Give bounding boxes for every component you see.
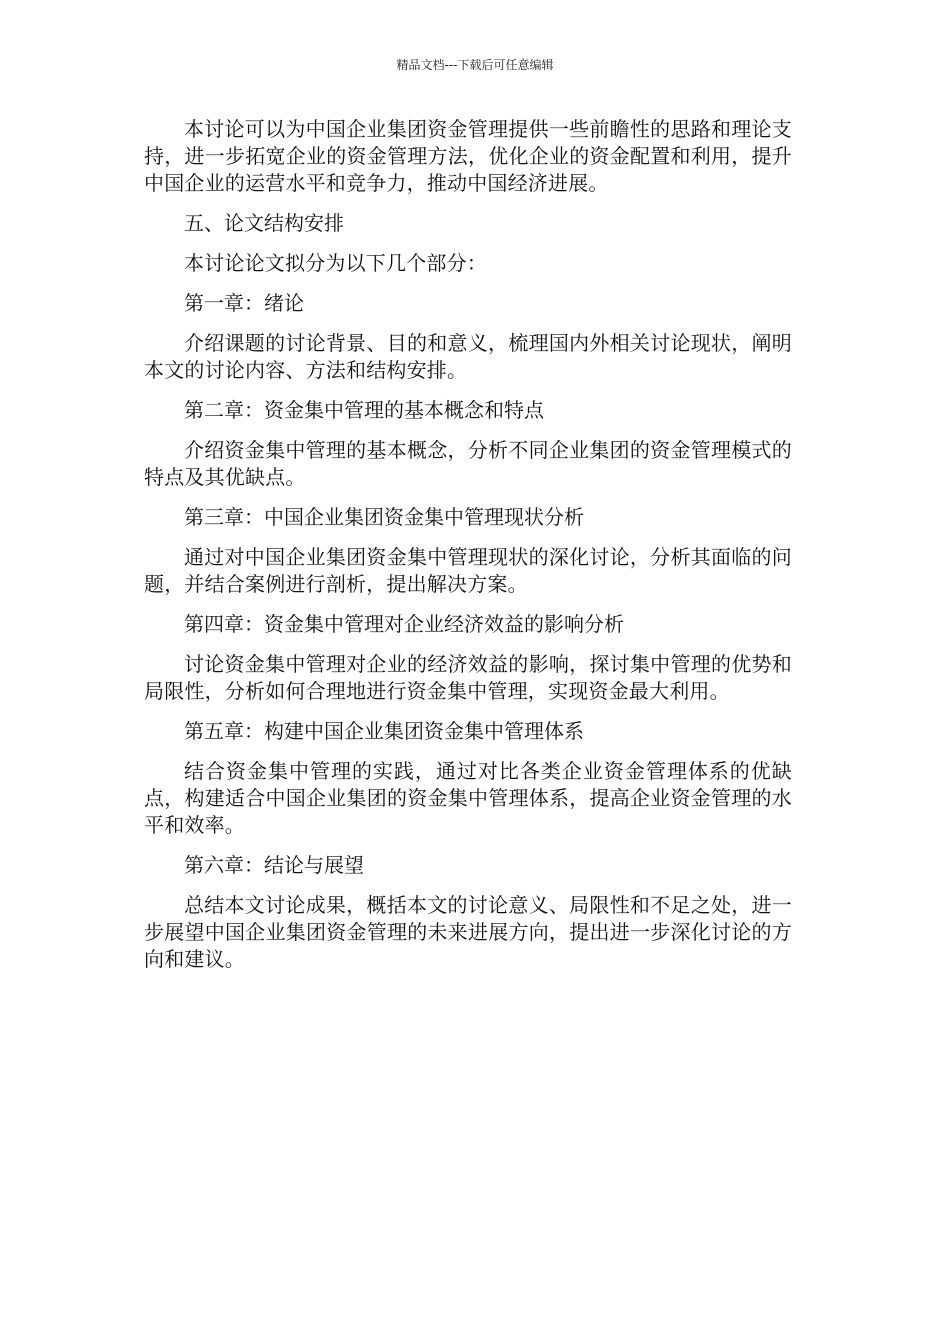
paragraph-structure-intro: 本讨论论文拟分为以下几个部分： (184, 251, 487, 275)
chapter-description-1: 介绍课题的讨论背景、目的和意义，梳理国内外相关讨论现状，阐明本文的讨论内容、方法和结构安排。 (144, 331, 792, 382)
chapter-description-4: 讨论资金集中管理对企业的经济效益的影响，探讨集中管理的优势和局限性，分析如何合理地进行资金集中管理，实现资金最大利用。 (144, 652, 792, 703)
paragraph-intro-significance: 本讨论可以为中国企业集团资金管理提供一些前瞻性的思路和理论支持，进一步拓宽企业的资金管理方法，优化企业的资金配置和利用，提升中国企业的运营水平和竞争力，推动中国经济进展。 (144, 117, 792, 195)
chapter-description-2: 介绍资金集中管理的基本概念，分析不同企业集团的资金管理模式的特点及其优缺点。 (144, 438, 792, 489)
page-header: 精品文档---下载后可任意编辑 (396, 58, 554, 72)
chapter-heading-3: 第三章：中国企业集团资金集中管理现状分析 (184, 505, 584, 529)
chapter-heading-1: 第一章：绪论 (184, 291, 304, 315)
chapter-heading-6: 第六章：结论与展望 (184, 853, 364, 877)
chapter-heading-4: 第四章：资金集中管理对企业经济效益的影响分析 (184, 612, 624, 636)
document-body (144, 116, 792, 986)
chapter-description-5: 结合资金集中管理的实践，通过对比各类企业资金管理体系的优缺点，构建适合中国企业集团的资金集中管理体系，提高企业资金管理的水平和效率。 (144, 759, 792, 837)
chapter-heading-2: 第二章：资金集中管理的基本概念和特点 (184, 398, 544, 422)
section-heading-structure: 五、论文结构安排 (184, 211, 344, 235)
chapter-description-3: 通过对中国企业集团资金集中管理现状的深化讨论，分析其面临的问题，并结合案例进行剖析，提出解决方案。 (144, 545, 792, 596)
chapter-heading-5: 第五章：构建中国企业集团资金集中管理体系 (184, 719, 584, 743)
chapter-description-6: 总结本文讨论成果，概括本文的讨论意义、局限性和不足之处，进一步展望中国企业集团资金管理的未来进展方向，提出进一步深化讨论的方向和建议。 (144, 893, 792, 971)
